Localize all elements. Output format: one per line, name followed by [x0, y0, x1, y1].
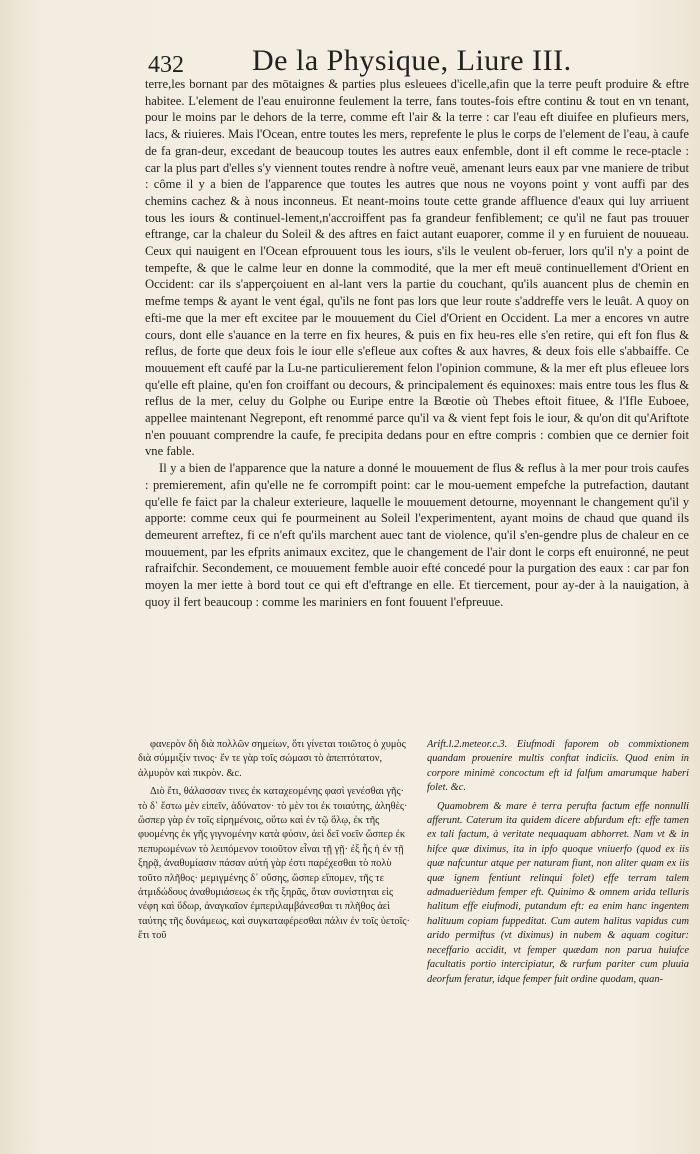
- greek-notes: [138, 738, 410, 948]
- main-paragraph-2: Il y a bien de l'apparence que la nature a donné le mouuement de flus & reflus à la mer pour trois caufes : premierement, afin qu'elle ne fe corrompift point: car le mou-uement empefche la putrefaction, dautant qu'elle fe faict par la chaleur exterieure, laquelle le mouuement detourne, moyennant le changement qu'il y apporte: comme ceux qui fe pourmeinent au Soleil l'experimentent, ayant moins de chaud que quand ils demeurent arreftez, fi ce n'eft qu'ils marchent auec tant de violence, qu'il s'en-gendre plus de chaleur en ce mouuement, par les efprits animaux excitez, que le changement de l'air dont le corps eft enuironné, ne peut rafraifchir. Secondement, ce mouuement femble auoir efté concedé pour la purgation des eaux : car par fon moyen la mer iette à bord tout ce qui eft d'eftrange en elle. Et tiercement, pour ay-der à la nauigation, à quoy il fert beaucoup : comme les mariniers en font fouuent l'efpreuue.: [145, 461, 689, 609]
- latin-note-2: Quamobrem & mare è terra perufta factum effe nonnulli afferunt. Caterum ita quidem dicere abfurdum eft: effe tamen ex tali factum, à veritate nequaquam abhorret. Nam vt & in hifce quæ diximus, ita in ipfo quoque vniuerfo (quod ex iis quæ nafcuntur atque per naturam fiunt, non aliter quam ex iis quæ ignem fentiunt relinqui folet) effe terram talem admaduerièdum femper eft. Quinimo & omnem arida telluris halitum effe eiufmodi, putandum eft: ea enim hanc ingentem halituum copiam fuppeditat. Cum autem halitus vapidus cum arido permiftus (vt diximus) in nubem & aquam cogitur: neceffario accidit, vt femper quædam non parua huiufce facultatis portio intercipiatur, & rurfum pariter cum pluuia deorfum feratur, idque femper fuit ordine quodam, quan-: [427, 800, 689, 985]
- page-header: [148, 40, 688, 80]
- page-number: 432: [148, 52, 184, 78]
- main-text: [145, 76, 689, 611]
- greek-note-1: φανερὸν δὴ διὰ πολλῶν σημείων, ὅτι γίνεται τοιῶτος ὁ χυμὸς διὰ σύμμιξίν τινος· ἔν τε γὰρ τοῖς σώμασι τὸ ἀπεπτότατον, ἁλμυρὸν καὶ πικρὸν. &c.: [138, 739, 406, 779]
- greek-note-2: Διὸ ἔτι, θάλασσαν τινες ἐκ καταχεομένης φασὶ γενέσθαι γῆς· τὸ δ᾽ ἔστω μὲν εἰπεῖν, ἀδύνατον· τὸ μὲν τοι ἐκ τοιαύτης, ἀληθὲς· ὥσπερ γὰρ ἐν τοῖς εἰρημένοις, οὕτω καὶ ἐν τῷ ὅλῳ, ἐκ τῆς φυομένης ἐκ γῆς γιγνομένην κατὰ φύσιν, ἀεὶ δεῖ νοεῖν ὥσπερ ἐκ πεπυρωμένων τὸ λειπόμενον τοιοῦτον εἶναι τῇ γῇ· ἐξ ἧς ἡ ἐν τῇ ξηρᾷ, ἀναθυμίασιν πάσαν αὐτή γὰρ ἐστι παρέχεσθαι τὸ πολὺ τοῦτο πλῆθος· μεμιγμένης δ᾽ οὔσης, ὥσπερ εἴπομεν, τῆς τε ἀτμιδώδους ἀναθυμιάσεως ἐκ τῆς ξηρᾶς, ὅταν συνίστηται εἰς νέφη καὶ ὕδωρ, ἀναγκαῖον ἐμπεριλαμβάνεσθαι τι πλῆθος ἀεὶ ταύτης τῆς δυνάμεως, καὶ συγκαταφέρεσθαι πάλιν ἐν τοῖς ὑετοῖς· ἔτι τοῦ: [138, 786, 411, 942]
- latin-notes: [427, 738, 689, 991]
- main-paragraph-1: terre,les bornant par des mōtaignes & parties plus esleuees d'icelle,afin que la terre peuft produire & eftre habitee. L'element de l'eau enuironne feulement la terre, fans toutes-fois eftre continu & tout en vn tenant, pour le moins par le dehors de la terre, comme eft l'air & la terre : car l'eau eft diuifee en plufieurs mers, lacs, & riuieres. Mais l'Ocean, entre toutes les mers, reprefente le plus le corps de l'element de l'eau, à caufe de fa gran-deur, excedant de beaucoup toutes les autres eaux enfemble, dont il eft comme le rece-ptacle : car la plus part d'elles s'y viennent toutes rendre à noftre veuë, amenant leurs eaux par vne maniere de tribut : côme il y a bien de l'apparence que toutes les autres que nous ne voyons point y vont auffi par des chemins cachez & à nous inconneus. Et neant-moins toute cette grande affluence d'eaux qui luy arriuent tous les iours & continuel-lement,n'accroiffent pas fa grandeur fenfiblement; ce qu'il ne faut pas trouuer eftrange, car la chaleur du Soleil & des aftres en faict autant euaporer, comme il y en furuient de nouueau. Ceux qui nauigent en l'Ocean efprouuent tous les iours, s'ils le veulent ob-feruer, lors qu'il n'y a point de tempefte, & que le calme leur en donne la commodité, que la mer eft meuë continuellement d'Orient en Occident: car ils s'apperçoiuent en al-lant vers la partie du couchant, qu'ils auancent plus de chemin en mefme temps & ayant le vent égal, qu'ils ne font pas lors que leur route s'addreffe vers le leuât. A quoy on efti-me que la mer eft excitee par le mouuement du Ciel d'Orient en Occident. La mer a encores vn autre cours, dont elle s'auance en la terre en fix heures, & puis en fix heu-res elle s'en retire, qui eft fon flus & reflus, de forte que deux fois le iour elle s'efleue aux coftes & aux havres, & deux fois elle s'abbaiffe. Ce mouuement eft caufé par la Lu-ne particulierement felon l'opinion commune, & la mer eft plus efleuee lors qu'elle eft plaine, qu'en fon croiffant ou decours, & principalement és equinoxes: mais entre tous les flus & reflus de la mer, celuy du Golphe ou Euripe entre la Bœotie où Thebes eftoit fituee, & l'Ifle Euboee, appellee maintenant Negrepont, eft renommé parce qu'il va & vient fept fois le iour, & qu'on dit qu'Ariftote n'en pouuant comprendre la caufe, fe precipita dedans pour en eftre compris : combien que ce dernier foit vne fable.: [145, 77, 689, 459]
- running-title: De la Physique, Liure III.: [252, 44, 572, 77]
- latin-note-1: Arift.l.2.meteor.c.3. Eiufmodi faporem ob commixtionem quandam prouenire multis conftat indiciis. Quod enim in corpore minimè concoctum eft id falfum amarumque haberi folet. &c.: [427, 739, 689, 794]
